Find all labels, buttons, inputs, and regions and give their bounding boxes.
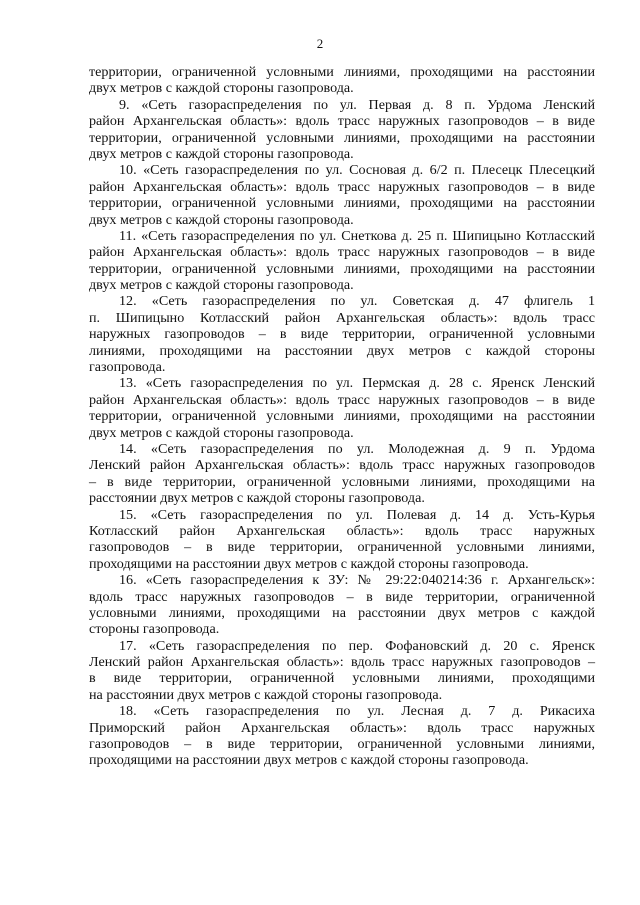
text-line: 9. «Сеть газораспределения по ул. Первая д. 8 п. Урдома Ленский bbox=[119, 96, 595, 113]
text-line: в виде территории, ограниченной условными линиями, проходящими bbox=[89, 670, 595, 687]
list-item bbox=[89, 638, 595, 704]
text-line: газопроводов – в виде территории, ограниченной условными линиями, bbox=[89, 736, 595, 753]
text-line: стороны газопровода. bbox=[89, 621, 220, 638]
text-line: 16. «Сеть газораспределения к ЗУ: № 29:22:040214:36 г. Архангельск»: bbox=[119, 572, 595, 589]
text-line: 11. «Сеть газораспределения по ул. Снеткова д. 25 п. Шипицыно Котласский bbox=[119, 227, 595, 244]
text-line: территории, ограниченной условными линиями, проходящими на расстоянии bbox=[89, 408, 595, 425]
list-item bbox=[89, 228, 595, 294]
text-line: Приморский район Архангельская область»: вдоль трасс наружных bbox=[89, 719, 595, 736]
text-line: район Архангельская область»: вдоль трасс наружных газопроводов – в виде bbox=[89, 113, 595, 130]
text-line: наружных газопроводов – в виде территории, ограниченной условными bbox=[89, 326, 595, 343]
text-line: Ленский район Архангельская область»: вдоль трасс наружных газопроводов – bbox=[89, 654, 595, 671]
list-item bbox=[89, 572, 595, 638]
text-line: 12. «Сеть газораспределения по ул. Советская д. 47 флигель 1 bbox=[119, 293, 595, 310]
list-item bbox=[89, 293, 595, 375]
text-line: район Архангельская область»: вдоль трасс наружных газопроводов – в виде bbox=[89, 178, 595, 195]
list-item bbox=[89, 162, 595, 228]
document-body bbox=[89, 64, 595, 769]
text-line: территории, ограниченной условными линиями, проходящими на расстоянии bbox=[89, 64, 595, 80]
text-line: территории, ограниченной условными линиями, проходящими на расстоянии bbox=[89, 260, 595, 277]
list-item bbox=[89, 441, 595, 507]
page-number: 2 bbox=[316, 36, 324, 51]
text-line: газопроводов – в виде территории, ограниченной условными линиями, bbox=[89, 539, 595, 556]
list-item bbox=[89, 97, 595, 163]
text-line: Ленский район Архангельская область»: вдоль трасс наружных газопроводов bbox=[89, 457, 595, 474]
text-line: территории, ограниченной условными линиями, проходящими на расстоянии bbox=[89, 129, 595, 146]
text-line: расстоянии двух метров с каждой стороны газопровода. bbox=[89, 490, 425, 507]
list-item bbox=[89, 507, 595, 573]
text-line: 15. «Сеть газораспределения по ул. Полевая д. 14 д. Усть-Курья bbox=[119, 506, 595, 523]
text-line: район Архангельская область»: вдоль трасс наружных газопроводов – в виде bbox=[89, 391, 595, 408]
text-line: условными линиями, проходящими на расстоянии двух метров с каждой bbox=[89, 604, 595, 621]
text-line: территории, ограниченной условными линиями, проходящими на расстоянии bbox=[89, 195, 595, 212]
text-line: линиями, проходящими на расстоянии двух метров с каждой стороны bbox=[89, 342, 595, 359]
text-line: двух метров с каждой стороны газопровода. bbox=[89, 80, 354, 97]
list-item bbox=[89, 375, 595, 441]
text-line: двух метров с каждой стороны газопровода. bbox=[89, 145, 354, 162]
text-line: – в виде территории, ограниченной условными линиями, проходящими на bbox=[89, 473, 595, 490]
text-line: район Архангельская область»: вдоль трасс наружных газопроводов – в виде bbox=[89, 244, 595, 261]
paragraph-continuation bbox=[89, 64, 595, 97]
text-line: двух метров с каждой стороны газопровода. bbox=[89, 277, 354, 294]
text-line: двух метров с каждой стороны газопровода. bbox=[89, 211, 354, 228]
text-line: на расстоянии двух метров с каждой стороны газопровода. bbox=[89, 686, 443, 703]
list-item bbox=[89, 703, 595, 769]
text-line: 17. «Сеть газораспределения по пер. Фофановский д. 20 с. Яренск bbox=[119, 637, 595, 654]
text-line: вдоль трасс наружных газопроводов – в виде территории, ограниченной bbox=[89, 588, 595, 605]
text-line: проходящими на расстоянии двух метров с каждой стороны газопровода. bbox=[89, 555, 529, 572]
text-line: 13. «Сеть газораспределения по ул. Пермская д. 28 с. Яренск Ленский bbox=[119, 375, 595, 392]
text-line: газопровода. bbox=[89, 359, 166, 376]
text-line: п. Шипицыно Котласский район Архангельская область»: вдоль трасс bbox=[89, 309, 595, 326]
text-line: 14. «Сеть газораспределения по ул. Молодежная д. 9 п. Урдома bbox=[119, 440, 595, 457]
text-line: 10. «Сеть газораспределения по ул. Сосновая д. 6/2 п. Плесецк Плесецкий bbox=[119, 162, 595, 179]
text-line: Котласский район Архангельская область»: вдоль трасс наружных bbox=[89, 522, 595, 539]
text-line: двух метров с каждой стороны газопровода. bbox=[89, 424, 354, 441]
text-line: 18. «Сеть газораспределения по ул. Лесная д. 7 д. Рикасиха bbox=[119, 703, 595, 720]
text-line: проходящими на расстоянии двух метров с каждой стороны газопровода. bbox=[89, 752, 529, 769]
